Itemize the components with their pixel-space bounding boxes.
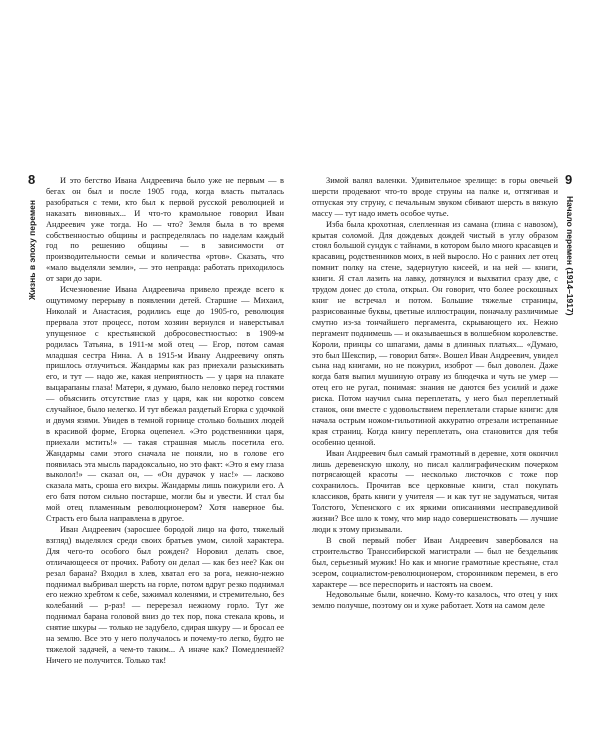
paragraph: Иван Андреевич (заросшее бородой лицо на фото, тяжелый взгляд) выделялся среди своих братьев умом, силой характера. Для чего-то особого был рожден? Норовил делать свое, отличающееся от прочих. Работу он делал — как без нее? Как он резал барана? Входил в хлев, хватал его за рога, нежно-нежно поднимал выбривал шерсть на горле, потом вдруг резко поднимал его нежно хребтом к себе, зажимал коленями, и стремительно, без колебаний — р-раз! — перерезал нежному горло. Тут же поднимал барана головой вниз до тех пор, пока стекала кровь, и снятие шкуры — только не задубело, сдирая шкуру — и бросал ее на землю. Все это у него получалось и почему-то легко, будто не тяжелой задачей, а чем-то таким... А иначе как? Помедленней? Ничего не получится. Только так!	[46, 525, 284, 665]
right-page-text	[312, 176, 558, 612]
paragraph: Иван Андреевич был самый грамотный в деревне, хотя окончил лишь деревенскую школу, но писал каллиграфическим почерком потрясающей красоты — несколько листочков с тоже пор сохранилось. Прочитав все церковные книги, стал покупать классиков, брать книги у учителя — и как тут не задуматься, читая Толстого, Успенского с их яркими описаниями несправедливой жизни? Все шло к тому, что мир надо совершенствовать — лучшие люди к этому призывали.	[312, 448, 558, 534]
right-page-number: 9	[565, 172, 573, 187]
paragraph: Исчезновение Ивана Андреевича привело прежде всего к ощутимому перерыву в появлении детей. Старшие — Михаил, Николай и Анастасия, родились еще до 1905-го, революция прервала этот процесс, потом хозяин вернулся и наверстывал упущенное с крестьянской добросовестностью: в 1909-м родилась Татьяна, в 1911-м мой отец — Егор, потом самая младшая сестра Нина. А в 1915-м Ивану Андреевичу опять пришлось отлучиться. Жандармы как раз приехали разыскивать его, и тут — надо же, какая неприятность — у царя на плакате выцарапаны глаза! Матери, я думаю, было неловко перед гостями — объяснить отсутствие глаз у царя, как ни коротко совсем случайное, было нелегко. И тут вбежал раздетый Егорка с удочкой и двумя язями. Увидев в темной горнице столько больших людей в красивой форме, Егорка оцепенел. «Это родственники царя, приехали мстить!» — такая страшная мысль посетила его. Жандармы сами этого сначала не поняли, но в голове его появилась эта мысль парадоксально, но это факт: «Это я ему глаза выколол!» — сказал он, — «Он дурачок у нас!» — ласково сказала мать, сроша его вихры. Жандармы лишь пожурили его. А его батя потом сильно постарше, могли бы и увести. И стал бы мой отец пламенным революционером? Хотя наверное бы. Страсть его была направлена в другое.	[46, 285, 284, 524]
left-page-text	[46, 176, 284, 667]
left-running-head: Жизнь в эпоху перемен	[27, 200, 37, 300]
left-page-number: 8	[28, 172, 36, 187]
paragraph: Недовольные были, конечно. Кому-то казалось, что отец у них землю получше, поэтому он и хуже работает. Хотя на самом деле	[312, 590, 558, 611]
paragraph: В свой первый побег Иван Андреевич завербовался на строительство Транссибирской магистрали — был не бездельник был, серьезный мужик! Но как и многие грамотные крестьяне, стал эсером, социалистом-революционером, сторонником перемен, в его характере — все переспорить и настоять на своем.	[312, 535, 558, 589]
paragraph: Изба была крохотная, слепленная из самана (глина с навозом), крытая соломой. Для дождевых дождей чистый в углу образом стоял большой сундук с тайнами, в котором было много красавцев и красавиц, родственников моих, в ней выросло. Но с ранних лет отец помнит полку на стене, задернутую кисеей, и на ней — книги, книги. Я стал лазить на лавку, дотянулся и выхватил сразу две, с трудом донес до стола, открыл. Он говорит, что более роскошных книг не встречал и потом. Большие тяжелые страницы, разрисованные буквы, цветные иллюстрации, поначалу различимые смутно из-за тончайшего пергамента, скрывающего их. Нежно пергамент поднимешь — и оказываешься в волшебном королевстве. Короли, принцы со шпагами, дамы в длинных платьях... «Думаю, это был Шекспир, — говорил батя». Вошел Иван Андреевич, увидел сына над книгами, но не пожурил, изоброт — был доволен. Даже когда батя выпил мушиную отраву из блюдечка и чуть не умер — отец его не ругал, понимая: знания не даются без усилий и даже риска. Потом научил сына переплетать, у него был переплетный станок, они вместе с удовольствием переплетали старые книги: для начала острым ножом-гильотиной аккуратно отрезали истрепанные края страниц. Когда книгу переплетать, она становится для тебя особенно ценной.	[312, 219, 558, 447]
right-running-head: Начало перемен (1914–1917)	[565, 196, 575, 316]
paragraph: И это бегство Ивана Андреевича было уже не первым — в бегах он был и после 1905 года, когда власть пыталась разобраться с теми, кто был к первой русской революцией и наказать виновных... И что-то крамольное говорил Иван Андреевич уже тогда. Но — что? Земля была в то время собственностью общины и распределялась по наделам каждый год по решению общины — в зависимости от производительности семьи и количества «ртов». Сказать, что «мало выделяли земли», — это неправда: работать приходилось от зари до зари.	[46, 176, 284, 284]
paragraph: Зимой валял валенки. Удивительное зрелище: в горы овечьей шерсти продевают что-то вроде струны на палке и, оттягивая и отпуская эту струну, с печальным звуком сбивают шерсть в вязкую массу — тут надо иметь особое чутье.	[312, 176, 558, 218]
